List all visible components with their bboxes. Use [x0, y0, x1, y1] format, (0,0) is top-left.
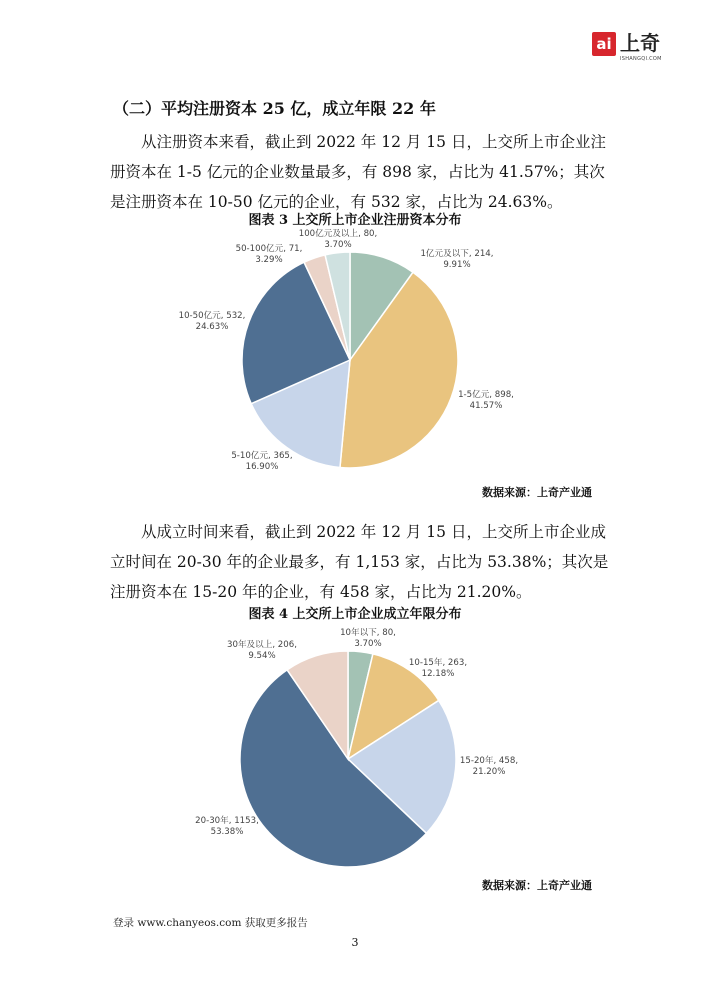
paragraph-registered-capital: 从注册资本来看，截止到 2022 年 12 月 15 日，上交所上市企业注册资本在 1-5 亿元的企业数量最多，有 898 家，占比为 41.57%；其次是注册资本在 10-50 亿元的企业，有 532 家，占比为 24.63%。 [110, 133, 606, 211]
slice-label: 1亿元及以下, 214, [420, 249, 494, 259]
establishment-years-pie-chart [0, 620, 710, 872]
logo-name: 上奇 [620, 31, 660, 55]
slice-label: 12.18% [421, 669, 455, 679]
slice-label: 9.54% [248, 651, 276, 661]
chart-title: 图表 4 上交所上市企业成立年限分布 [248, 607, 462, 622]
slice-label: 24.63% [195, 322, 229, 332]
slice-label: 16.90% [245, 462, 279, 472]
slice-label: 21.20% [472, 767, 506, 777]
logo-subtitle: ISHANGQI.COM [620, 56, 662, 62]
slice-label: 9.91% [443, 260, 471, 270]
footer-note: 登录 www.chanyeos.com 获取更多报告 [113, 917, 308, 929]
paragraph-establishment-years: 从成立时间来看，截止到 2022 年 12 月 15 日，上交所上市企业成立时间在 20-30 年的企业最多，有 1,153 家，占比为 53.38%；其次是注册资本在 15-20 年的企业，有 458 家，占比为 21.20%。 [110, 523, 609, 601]
slice-label: 3.70% [354, 639, 382, 649]
slice-label: 3.29% [255, 255, 283, 265]
registered-capital-pie-chart [0, 222, 710, 480]
slice-label: 41.57% [469, 401, 503, 411]
slice-label: 1-5亿元, 898, [458, 390, 514, 400]
slice-label: 10-50亿元, 532, [178, 311, 246, 321]
page-number: 3 [351, 936, 359, 949]
brand-logo [592, 30, 674, 66]
slice-label: 50-100亿元, 71, [235, 244, 303, 254]
section-title: （二）平均注册资本 25 亿，成立年限 22 年 [113, 99, 436, 118]
slice-label: 10-15年, 263, [408, 658, 468, 668]
logo-mark-icon: ai [592, 32, 616, 56]
slice-label: 100亿元及以上, 80, [298, 229, 378, 239]
slice-label: 20-30年, 1153, [195, 816, 259, 826]
slice-label: 30年及以上, 206, [227, 640, 297, 650]
slice-label: 10年以下, 80, [340, 628, 396, 638]
slice-label: 3.70% [324, 240, 352, 250]
slice-label: 5-10亿元, 365, [231, 451, 293, 461]
chart-title: 图表 3 上交所上市企业注册资本分布 [248, 213, 462, 228]
chart-source: 数据来源：上奇产业通 [482, 486, 592, 499]
slice-label: 15-20年, 458, [459, 756, 519, 766]
chart-source: 数据来源：上奇产业通 [482, 879, 592, 892]
slice-label: 53.38% [210, 827, 244, 837]
